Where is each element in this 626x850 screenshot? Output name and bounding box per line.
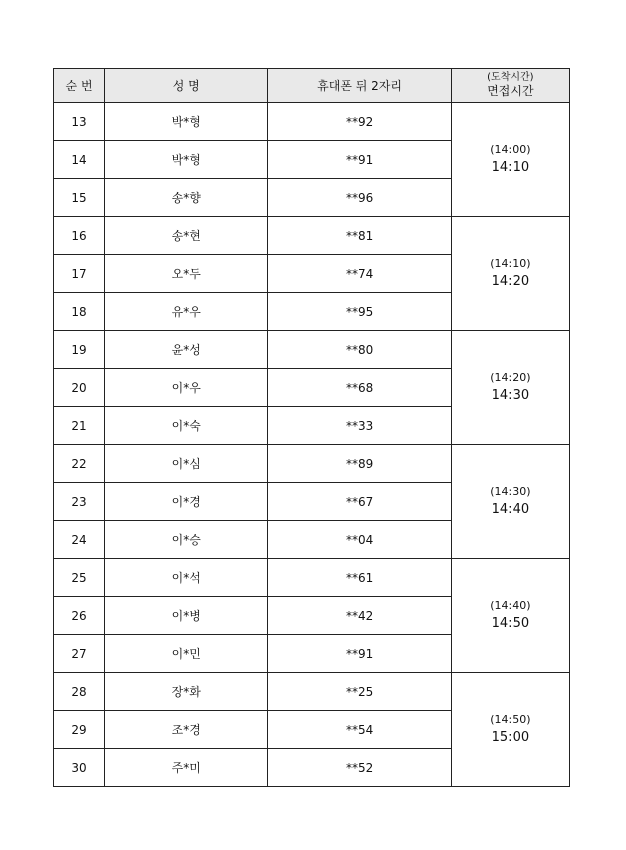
table-body	[54, 103, 570, 787]
cell-time-slot	[451, 217, 569, 331]
cell-phone: **42	[268, 597, 451, 635]
interview-time: 14:50	[491, 615, 530, 631]
cell-phone: **95	[268, 293, 451, 331]
cell-name: 송*현	[105, 217, 268, 255]
cell-phone: **04	[268, 521, 451, 559]
cell-number: 21	[54, 407, 105, 445]
cell-name: 이*숙	[105, 407, 268, 445]
cell-time-slot	[451, 103, 569, 217]
cell-name: 조*경	[105, 711, 268, 749]
cell-name: 송*향	[105, 179, 268, 217]
cell-name: 이*경	[105, 483, 268, 521]
cell-number: 25	[54, 559, 105, 597]
cell-time-slot	[451, 559, 569, 673]
header-arrival-time: (도착시간)	[487, 72, 534, 83]
header-interview-time: 면접시간	[487, 84, 534, 98]
cell-phone: **92	[268, 103, 451, 141]
header-time	[451, 69, 569, 103]
cell-number: 23	[54, 483, 105, 521]
cell-number: 22	[54, 445, 105, 483]
cell-number: 17	[54, 255, 105, 293]
table-row	[54, 217, 570, 255]
interview-time: 15:00	[491, 729, 530, 745]
cell-name: 오*두	[105, 255, 268, 293]
cell-number: 13	[54, 103, 105, 141]
cell-phone: **74	[268, 255, 451, 293]
interview-time: 14:10	[491, 159, 530, 175]
cell-number: 28	[54, 673, 105, 711]
cell-time-slot	[451, 673, 569, 787]
cell-name: 이*석	[105, 559, 268, 597]
cell-name: 이*심	[105, 445, 268, 483]
arrival-time: (14:30)	[490, 484, 531, 498]
cell-phone: **54	[268, 711, 451, 749]
cell-name: 박*형	[105, 103, 268, 141]
table-row	[54, 673, 570, 711]
cell-number: 27	[54, 635, 105, 673]
arrival-time: (14:00)	[490, 142, 531, 156]
header-number: 순 번	[54, 69, 105, 103]
cell-number: 26	[54, 597, 105, 635]
header-row	[54, 69, 570, 103]
cell-phone: **67	[268, 483, 451, 521]
table-row	[54, 559, 570, 597]
cell-number: 24	[54, 521, 105, 559]
cell-number: 30	[54, 749, 105, 787]
cell-phone: **52	[268, 749, 451, 787]
interview-time: 14:40	[491, 501, 530, 517]
arrival-time: (14:20)	[490, 370, 531, 384]
arrival-time: (14:10)	[490, 256, 531, 270]
cell-name: 윤*성	[105, 331, 268, 369]
cell-phone: **80	[268, 331, 451, 369]
arrival-time: (14:50)	[490, 712, 531, 726]
cell-phone: **33	[268, 407, 451, 445]
interview-time: 14:30	[491, 387, 530, 403]
cell-number: 18	[54, 293, 105, 331]
cell-phone: **89	[268, 445, 451, 483]
cell-phone: **61	[268, 559, 451, 597]
cell-number: 29	[54, 711, 105, 749]
table-row	[54, 445, 570, 483]
cell-name: 유*우	[105, 293, 268, 331]
cell-name: 이*우	[105, 369, 268, 407]
cell-time-slot	[451, 331, 569, 445]
header-name: 성 명	[105, 69, 268, 103]
table-header	[54, 69, 570, 103]
cell-phone: **96	[268, 179, 451, 217]
table-row	[54, 103, 570, 141]
cell-name: 주*미	[105, 749, 268, 787]
cell-number: 20	[54, 369, 105, 407]
arrival-time: (14:40)	[490, 598, 531, 612]
cell-number: 15	[54, 179, 105, 217]
cell-time-slot	[451, 445, 569, 559]
cell-number: 14	[54, 141, 105, 179]
cell-phone: **68	[268, 369, 451, 407]
header-phone: 휴대폰 뒤 2자리	[268, 69, 451, 103]
cell-name: 이*민	[105, 635, 268, 673]
cell-number: 16	[54, 217, 105, 255]
cell-phone: **91	[268, 141, 451, 179]
cell-phone: **81	[268, 217, 451, 255]
table-row	[54, 331, 570, 369]
cell-name: 장*화	[105, 673, 268, 711]
cell-phone: **25	[268, 673, 451, 711]
cell-name: 이*승	[105, 521, 268, 559]
cell-phone: **91	[268, 635, 451, 673]
interview-time: 14:20	[491, 273, 530, 289]
cell-name: 박*형	[105, 141, 268, 179]
cell-name: 이*병	[105, 597, 268, 635]
cell-number: 19	[54, 331, 105, 369]
interview-schedule-table	[53, 68, 570, 787]
